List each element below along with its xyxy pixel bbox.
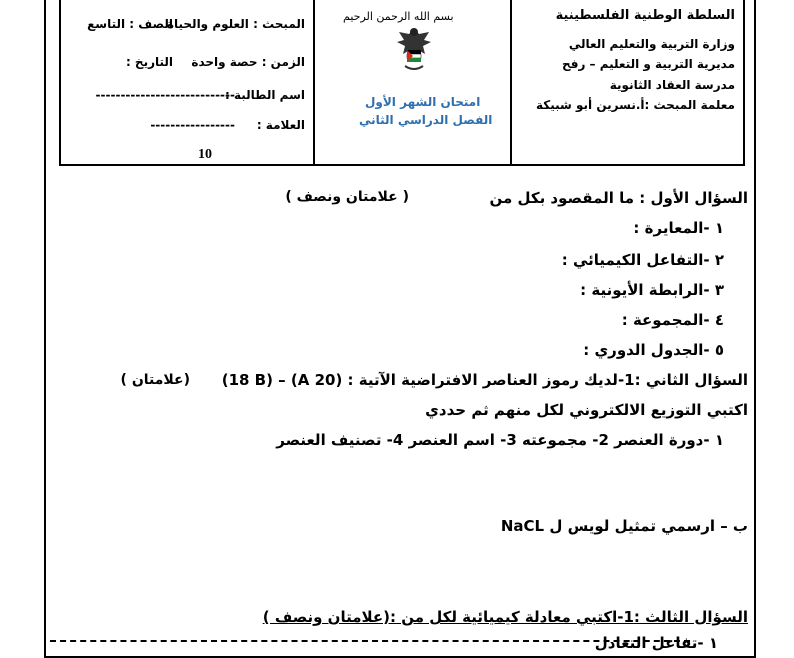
q2-title: السؤال الثاني :1-لديك رموز العناصر الافتراضية الآتية : (20 A) – (18 B) <box>221 371 748 389</box>
header-student-info <box>61 0 315 164</box>
page-border-right <box>754 0 756 658</box>
q1-item: ٣ -الرابطة الأيونية : <box>580 281 724 299</box>
q1-item: ٤ -المجموعة : <box>621 311 724 329</box>
q1-item: ٢ -التفاعل الكيميائي : <box>561 251 724 269</box>
grade-label: العلامة : <box>256 118 305 132</box>
q1-item: ٥ -الجدول الدوري : <box>583 341 724 359</box>
header-exam-title <box>315 0 512 164</box>
page-border-left <box>44 0 46 658</box>
q2-marks: (علامتان ) <box>120 372 190 388</box>
q1-title: السؤال الأول : ما المقصود بكل من <box>489 189 748 207</box>
time-label: الزمن : حصة واحدة <box>191 55 305 69</box>
q2-sub-items: ١ -دورة العنصر 2- مجموعته 3- اسم العنصر 4- تصنيف العنصر <box>276 431 724 449</box>
semester-title: الفصل الدراسي الثاني <box>359 113 493 127</box>
palestine-emblem-icon <box>395 24 433 76</box>
date-label: التاريخ : <box>125 55 173 69</box>
q3-item-1: ١ -تفاعل التعادل <box>594 634 718 652</box>
authority-name: السلطة الوطنية الفلسطينية <box>555 8 735 23</box>
q1-marks: ( علامتان ونصف ) <box>285 189 409 205</box>
q1-item: ١ -المعايرة : <box>633 219 724 237</box>
exam-title: امتحان الشهر الأول <box>365 95 481 109</box>
grade-blank[interactable]: ----------------- <box>150 118 235 132</box>
total-mark: 10 <box>198 147 212 162</box>
q3-answer-line[interactable] <box>50 640 690 642</box>
ministry-name: وزارة التربية والتعليم العالي <box>568 37 735 51</box>
school-name: مدرسة العقاد الثانوية <box>609 78 735 92</box>
teacher-name: معلمة المبحث :أ.نسرين أبو شبيكة <box>535 98 735 112</box>
student-name-label: اسم الطالبة : <box>225 88 305 102</box>
basmala: بسم الله الرحمن الرحيم <box>343 10 454 23</box>
q2-instruction: اكتبي التوزيع الالكتروني لكل منهم ثم حددي <box>425 401 748 419</box>
subject-label: المبحث : العلوم والحياة <box>166 17 305 31</box>
q2-part-b: ب – ارسمي تمثيل لويس ل NaCL <box>500 517 748 535</box>
exam-header <box>59 0 745 166</box>
header-school-info <box>512 0 743 164</box>
q3-title: السؤال الثالث :1-اكتبي معادلة كيميائية لكل من :(علامتان ونصف ) <box>262 608 748 626</box>
grade-level-label: الصف : التاسع <box>87 17 173 31</box>
directorate-name: مديرية التربية و التعليم – رفح <box>561 57 735 71</box>
student-name-blank[interactable]: ---------------------------- <box>95 88 235 102</box>
